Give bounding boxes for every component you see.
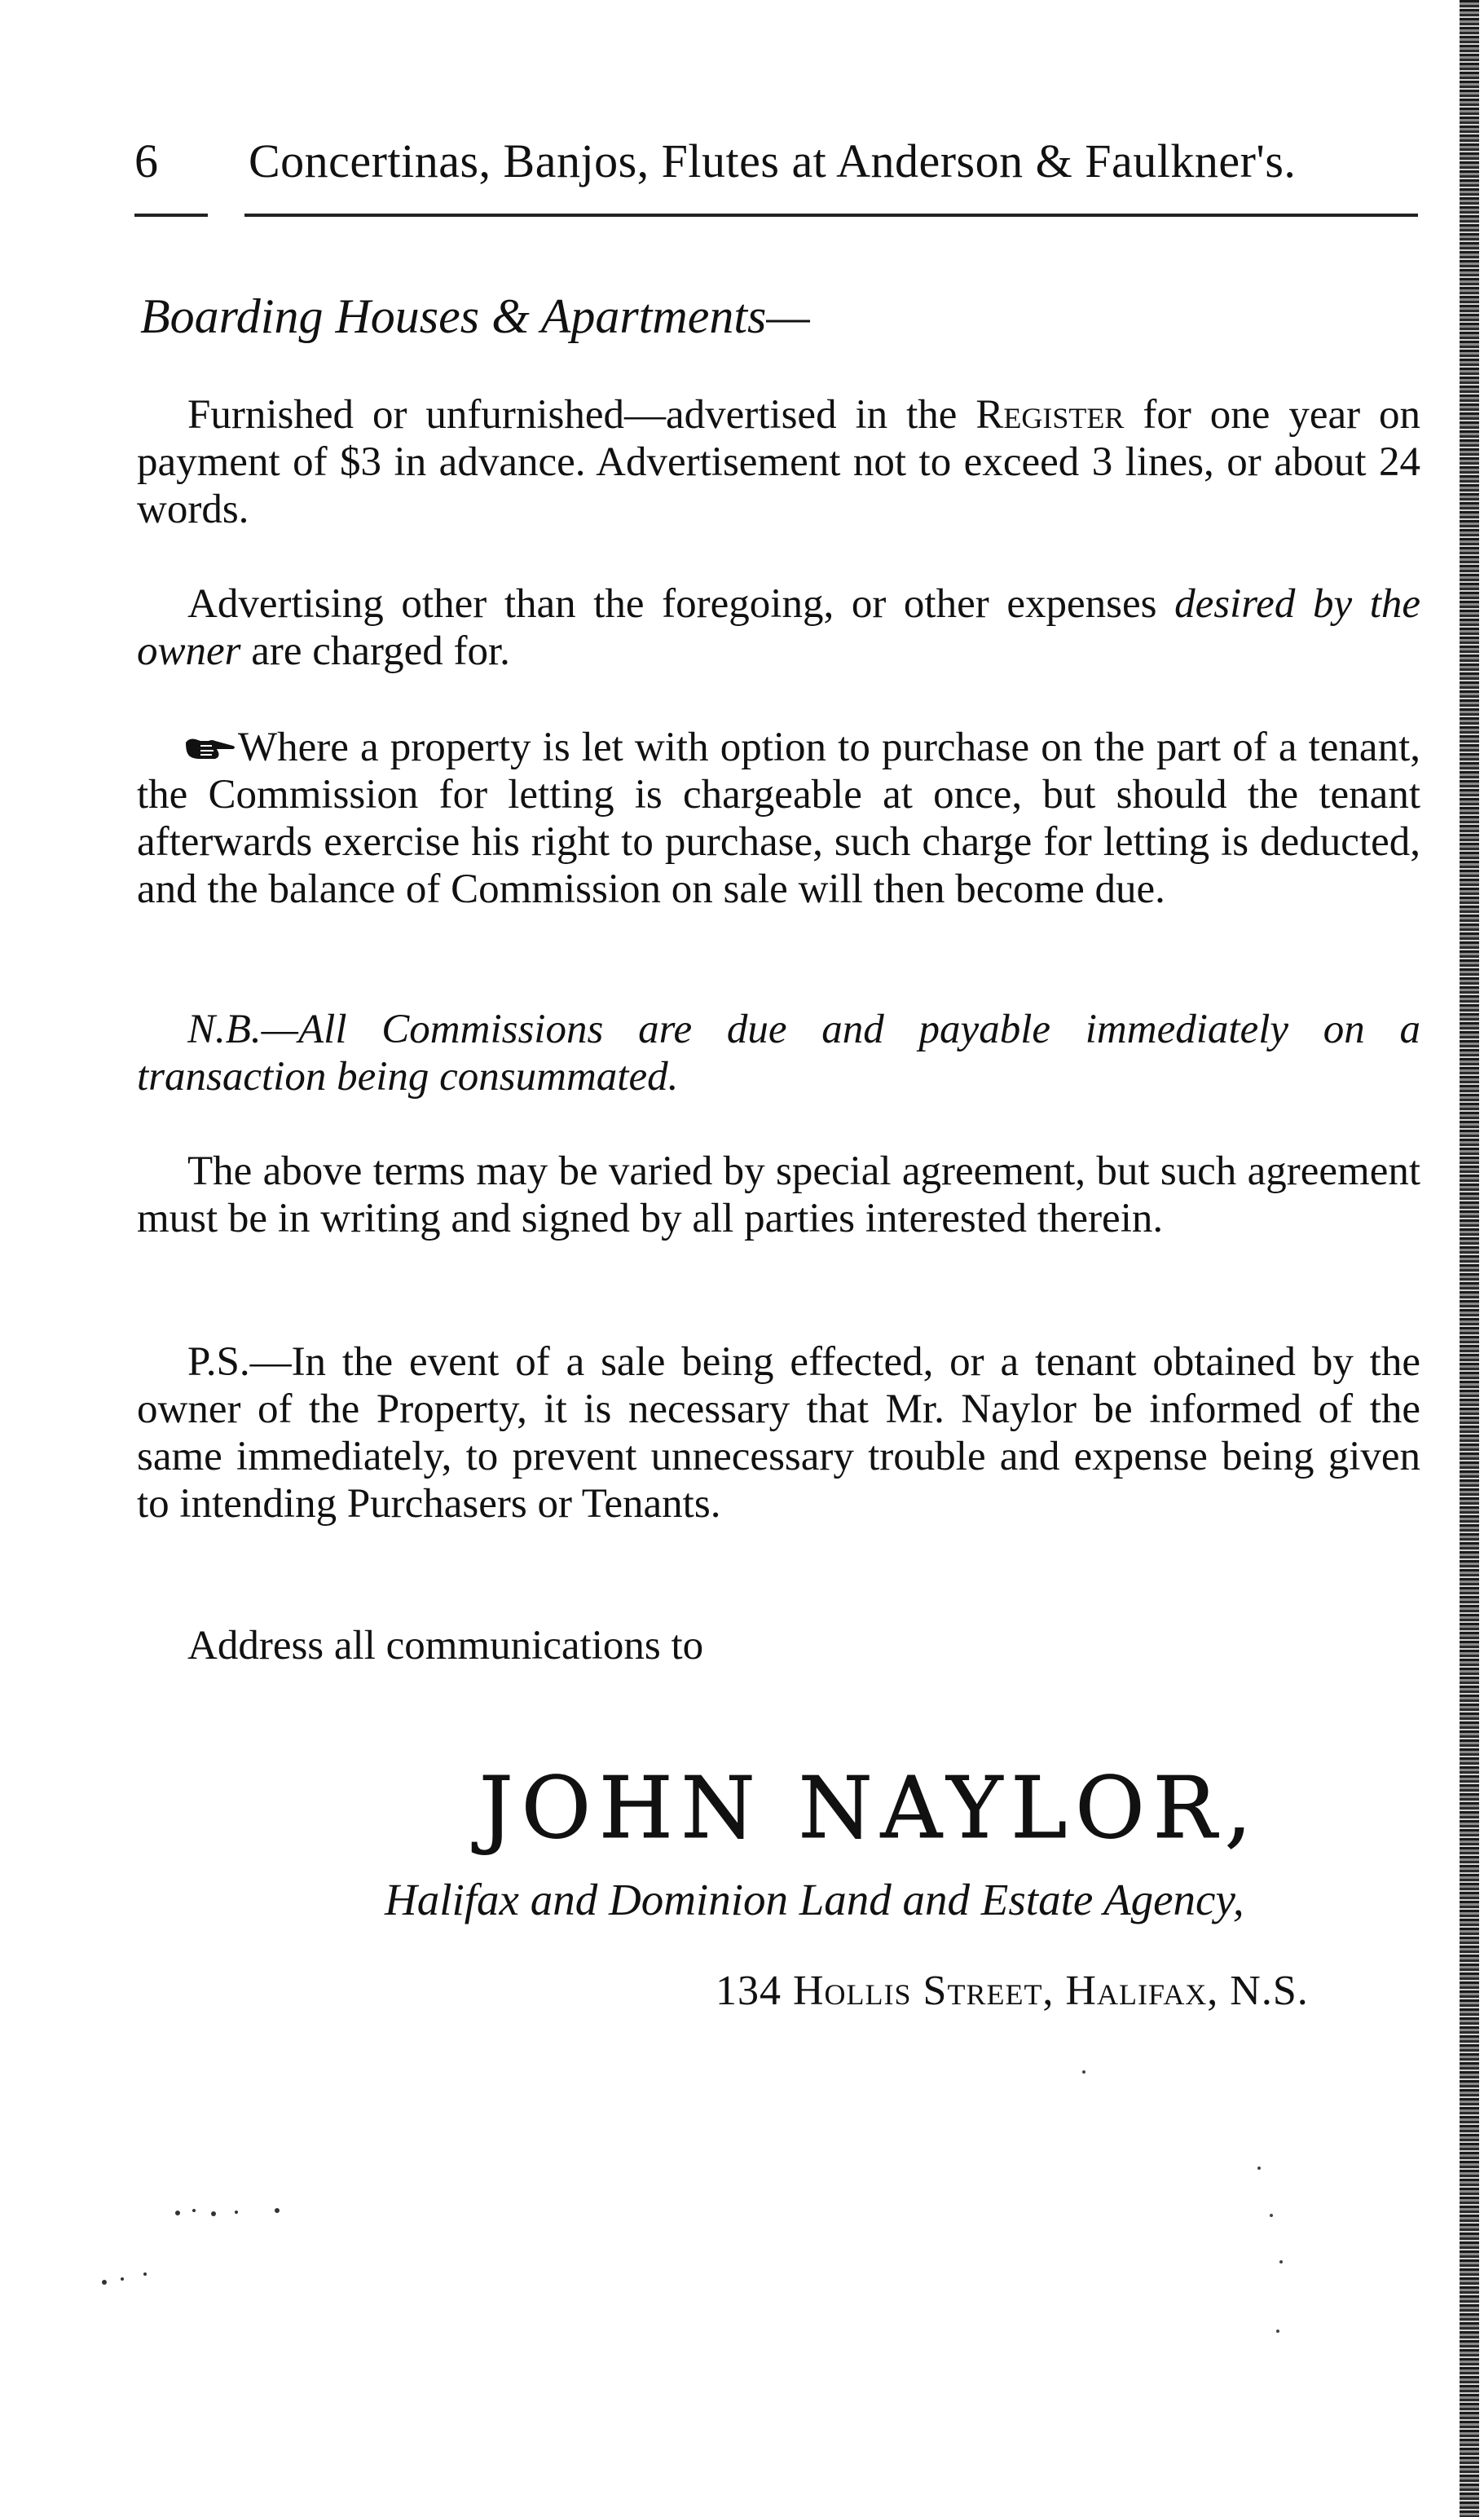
signature-name: JOHN NAYLOR, bbox=[479, 1758, 1260, 1858]
header-rule bbox=[244, 214, 1418, 217]
paragraph-advertising bbox=[137, 580, 1420, 675]
p4-text: N.B.—All Commissions are due and payable immediately on a transaction being consummated. bbox=[137, 1007, 1420, 1100]
paragraph-option-to-purchase bbox=[137, 724, 1420, 913]
paragraph-terms bbox=[137, 1148, 1420, 1242]
register-word: Register bbox=[975, 392, 1125, 438]
agency-line: Halifax and Dominion Land and Estate Agency, bbox=[385, 1875, 1244, 1924]
paragraph-address bbox=[137, 1622, 1420, 1669]
header-rule-left bbox=[134, 214, 208, 217]
paragraph-nb bbox=[137, 1006, 1420, 1100]
p2-text-b: are charged for. bbox=[240, 628, 510, 674]
p7-text: Address all communications to bbox=[187, 1623, 704, 1668]
p6-text: P.S.—In the event of a sale being effected, or a tenant obtained by the owner of the Property, it is necessary that Mr. Naylor be informed of the same immediately, to prevent unnecessary trouble and expense being given to intending Purchasers or Tenants. bbox=[137, 1339, 1420, 1527]
address-line: 134 Hollis Street, Halifax, N.S. bbox=[716, 1968, 1309, 2014]
page-edge bbox=[1460, 0, 1479, 2517]
paragraph-furnished bbox=[137, 391, 1420, 533]
paragraph-ps bbox=[137, 1338, 1420, 1527]
section-heading: Boarding Houses & Apartments— bbox=[140, 289, 810, 343]
p3-text: Where a property is let with option to purchase on the part of a tenant, the Commission for letting is chargeable at once, but should the tenant afterwards exercise his right to purchase, such charge for letting is deducted, and the balance of Commission on sale will then become due. bbox=[137, 725, 1420, 912]
p2-italic: desired by the owner bbox=[137, 581, 1421, 674]
p2-text-a: Advertising other than the foregoing, or other expenses bbox=[187, 581, 1175, 627]
p5-text: The above terms may be varied by special agreement, but such agreement must be in writing and signed by all parties interested therein. bbox=[137, 1148, 1420, 1241]
pointing-hand-icon bbox=[184, 734, 238, 764]
page-header bbox=[134, 129, 1406, 194]
page-number: 6 bbox=[134, 134, 158, 187]
running-head: Concertinas, Banjos, Flutes at Anderson & Faulkner's. bbox=[249, 134, 1297, 187]
p1-text-b: for one year on payment of $3 in advance. Advertisement not to exceed 3 lines, or about 24 words. bbox=[137, 392, 1421, 532]
p1-text-a: Furnished or unfurnished—advertised in the bbox=[187, 392, 976, 438]
